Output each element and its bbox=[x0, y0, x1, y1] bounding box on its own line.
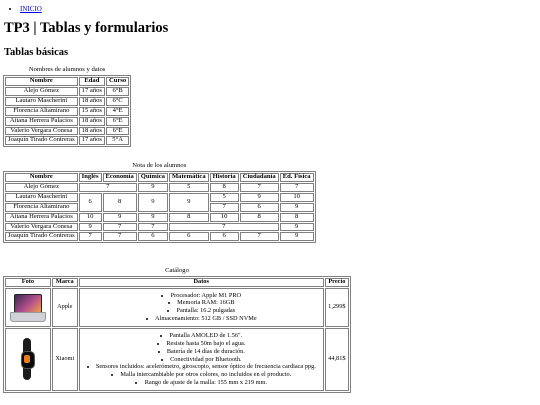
spec-item: • Malla intercambiable por otros colores, no incluidos en el producto. bbox=[82, 371, 321, 379]
column-header: Foto bbox=[5, 278, 51, 287]
table-cell: 10 bbox=[79, 213, 102, 222]
product-row bbox=[5, 328, 349, 391]
table-cell: 7 bbox=[240, 232, 279, 241]
spec-item: • Memoria RAM: 16GB bbox=[82, 299, 321, 307]
spec-item: • Pantalla: 16.2 pulgadas bbox=[82, 307, 321, 315]
table-cell: 17 años bbox=[79, 136, 105, 145]
column-header: Economía bbox=[103, 173, 137, 182]
spec-item: • Conectividad por Bluetooth. bbox=[82, 356, 321, 364]
table-cell: 6°E bbox=[106, 127, 129, 136]
table-cell: 9 bbox=[280, 203, 314, 212]
grades-table-caption: Nota de los alumnos bbox=[132, 162, 187, 169]
students-table bbox=[3, 67, 131, 147]
column-header: Matemática bbox=[169, 173, 209, 182]
table-cell: 7 bbox=[240, 183, 279, 192]
product-price: 44,81$ bbox=[325, 328, 349, 391]
table-cell: 18 años bbox=[79, 117, 105, 126]
table-cell: 10 bbox=[210, 213, 239, 222]
nav-item-inicio bbox=[20, 5, 42, 13]
table-cell: 7 bbox=[138, 223, 168, 232]
column-header: Datos bbox=[79, 278, 324, 287]
table-row bbox=[5, 193, 314, 202]
column-header: Precio bbox=[325, 278, 349, 287]
table-header-row bbox=[5, 173, 314, 182]
students-table-caption: Nombres de alumnos y datos bbox=[28, 66, 106, 73]
column-header: Ciudadanía bbox=[240, 173, 279, 182]
spec-item: • Pantalla AMOLED de 1.56". bbox=[82, 332, 321, 340]
product-brand: Xiaomi bbox=[52, 328, 78, 391]
table-cell: 5 bbox=[169, 183, 209, 192]
table-row bbox=[5, 97, 129, 106]
table-cell: 7 bbox=[103, 232, 137, 241]
column-header: Curso bbox=[106, 77, 129, 86]
table-cell: 9 bbox=[138, 213, 168, 222]
laptop-icon bbox=[9, 292, 45, 322]
product-brand: Apple bbox=[52, 288, 78, 327]
table-cell: Valerio Vergara Conesa bbox=[5, 223, 78, 232]
table-cell: 6°B bbox=[106, 87, 129, 96]
column-header: Química bbox=[138, 173, 168, 182]
table-cell: 8 bbox=[280, 213, 314, 222]
table-cell: Alejo Gómez bbox=[5, 87, 78, 96]
table-row bbox=[5, 183, 314, 192]
column-header: Marca bbox=[52, 278, 78, 287]
product-photo-cell bbox=[5, 328, 51, 391]
catalog-table-caption: Catálogo bbox=[165, 267, 189, 274]
table-row bbox=[5, 213, 314, 222]
spec-item: • Almacenamiento: 512 GB / SSD NVMe bbox=[82, 315, 321, 323]
table-header-row bbox=[5, 77, 129, 86]
table-cell: 9 bbox=[138, 193, 168, 212]
table-cell: 4°E bbox=[106, 107, 129, 116]
column-header: Historia bbox=[210, 173, 239, 182]
column-header: Ed. Física bbox=[280, 173, 314, 182]
table-cell: 10 bbox=[280, 193, 314, 202]
table-cell: Valerio Vergara Conesa bbox=[5, 127, 78, 136]
table-cell: 9 bbox=[280, 223, 314, 232]
table-cell: 6 bbox=[79, 193, 102, 212]
table-cell: 6 bbox=[240, 203, 279, 212]
table-cell: 7 bbox=[79, 183, 137, 192]
table-row bbox=[5, 107, 129, 116]
smartband-icon bbox=[19, 338, 35, 380]
column-header: Inglés bbox=[79, 173, 102, 182]
table-cell: 9 bbox=[138, 183, 168, 192]
table-cell: Aitana Herrera Palacios bbox=[5, 213, 78, 222]
table-cell: 6 bbox=[169, 232, 209, 241]
catalog-table bbox=[3, 268, 351, 393]
table-cell: 7 bbox=[210, 203, 239, 212]
inicio-link[interactable]: INICIO bbox=[20, 5, 42, 13]
column-header: Edad bbox=[79, 77, 105, 86]
grades-table bbox=[3, 163, 316, 243]
table-cell: 18 años bbox=[79, 97, 105, 106]
table-row bbox=[5, 136, 129, 145]
table-row bbox=[5, 223, 314, 232]
page-title: TP3 | Tablas y formularios bbox=[4, 20, 169, 36]
table-cell: Aitana Herrera Palacios bbox=[5, 117, 78, 126]
table-cell: 8 bbox=[103, 193, 137, 212]
table-cell: Lautaro Mascherini bbox=[5, 193, 78, 202]
column-header: Nombre bbox=[5, 77, 78, 86]
table-cell: 9 bbox=[79, 223, 102, 232]
spec-item: • Rango de ajuste de la malla: 155 mm x 219 mm. bbox=[82, 379, 321, 387]
product-row bbox=[5, 288, 349, 327]
table-cell: Florencia Altamirano bbox=[5, 203, 78, 212]
spec-item: • Resiste hasta 50m bajo el agua. bbox=[82, 340, 321, 348]
table-cell: 17 años bbox=[79, 87, 105, 96]
spec-item: • Sensores incluidos: acelerómetro, giroscopio, sensor óptico de frecuencia cardiaca ppg. bbox=[82, 363, 321, 371]
table-cell: 9 bbox=[169, 193, 209, 212]
table-cell: 7 bbox=[280, 183, 314, 192]
table-cell: 9 bbox=[280, 232, 314, 241]
table-row bbox=[5, 117, 129, 126]
table-cell: Alejo Gómez bbox=[5, 183, 78, 192]
spec-item: • Batería de 14 días de duración. bbox=[82, 348, 321, 356]
table-cell: 6 bbox=[138, 232, 168, 241]
table-cell: 6°C bbox=[106, 97, 129, 106]
section-title: Tablas básicas bbox=[4, 47, 69, 58]
table-row bbox=[5, 87, 129, 96]
table-cell: 7 bbox=[79, 232, 102, 241]
table-cell: 8 bbox=[240, 213, 279, 222]
table-row bbox=[5, 232, 314, 241]
table-cell: Florencia Altamirano bbox=[5, 107, 78, 116]
spec-item: • Procesador: Apple M1 PRO bbox=[82, 292, 321, 300]
table-cell: 15 años bbox=[79, 107, 105, 116]
table-cell: Lautaro Mascherini bbox=[5, 97, 78, 106]
table-cell: 5°A bbox=[106, 136, 129, 145]
table-row bbox=[5, 127, 129, 136]
product-specs bbox=[79, 328, 324, 391]
product-photo-cell bbox=[5, 288, 51, 327]
product-price: 1,299$ bbox=[325, 288, 349, 327]
table-cell: 6 bbox=[210, 232, 239, 241]
table-cell: 8 bbox=[169, 213, 209, 222]
table-cell: 8 bbox=[210, 183, 239, 192]
table-cell: 9 bbox=[240, 193, 279, 202]
table-cell: Joaquín Tirado Contreras bbox=[5, 136, 78, 145]
table-header-row bbox=[5, 278, 349, 287]
table-cell: 7 bbox=[169, 223, 279, 232]
product-specs bbox=[79, 288, 324, 327]
table-cell: 7 bbox=[103, 223, 137, 232]
table-cell: 6°E bbox=[106, 117, 129, 126]
table-cell: 18 años bbox=[79, 127, 105, 136]
table-cell: 9 bbox=[103, 213, 137, 222]
top-nav bbox=[8, 5, 42, 13]
table-cell: Joaquín Tirado Contreras bbox=[5, 232, 78, 241]
column-header: Nombre bbox=[5, 173, 78, 182]
table-cell: 5 bbox=[210, 193, 239, 202]
